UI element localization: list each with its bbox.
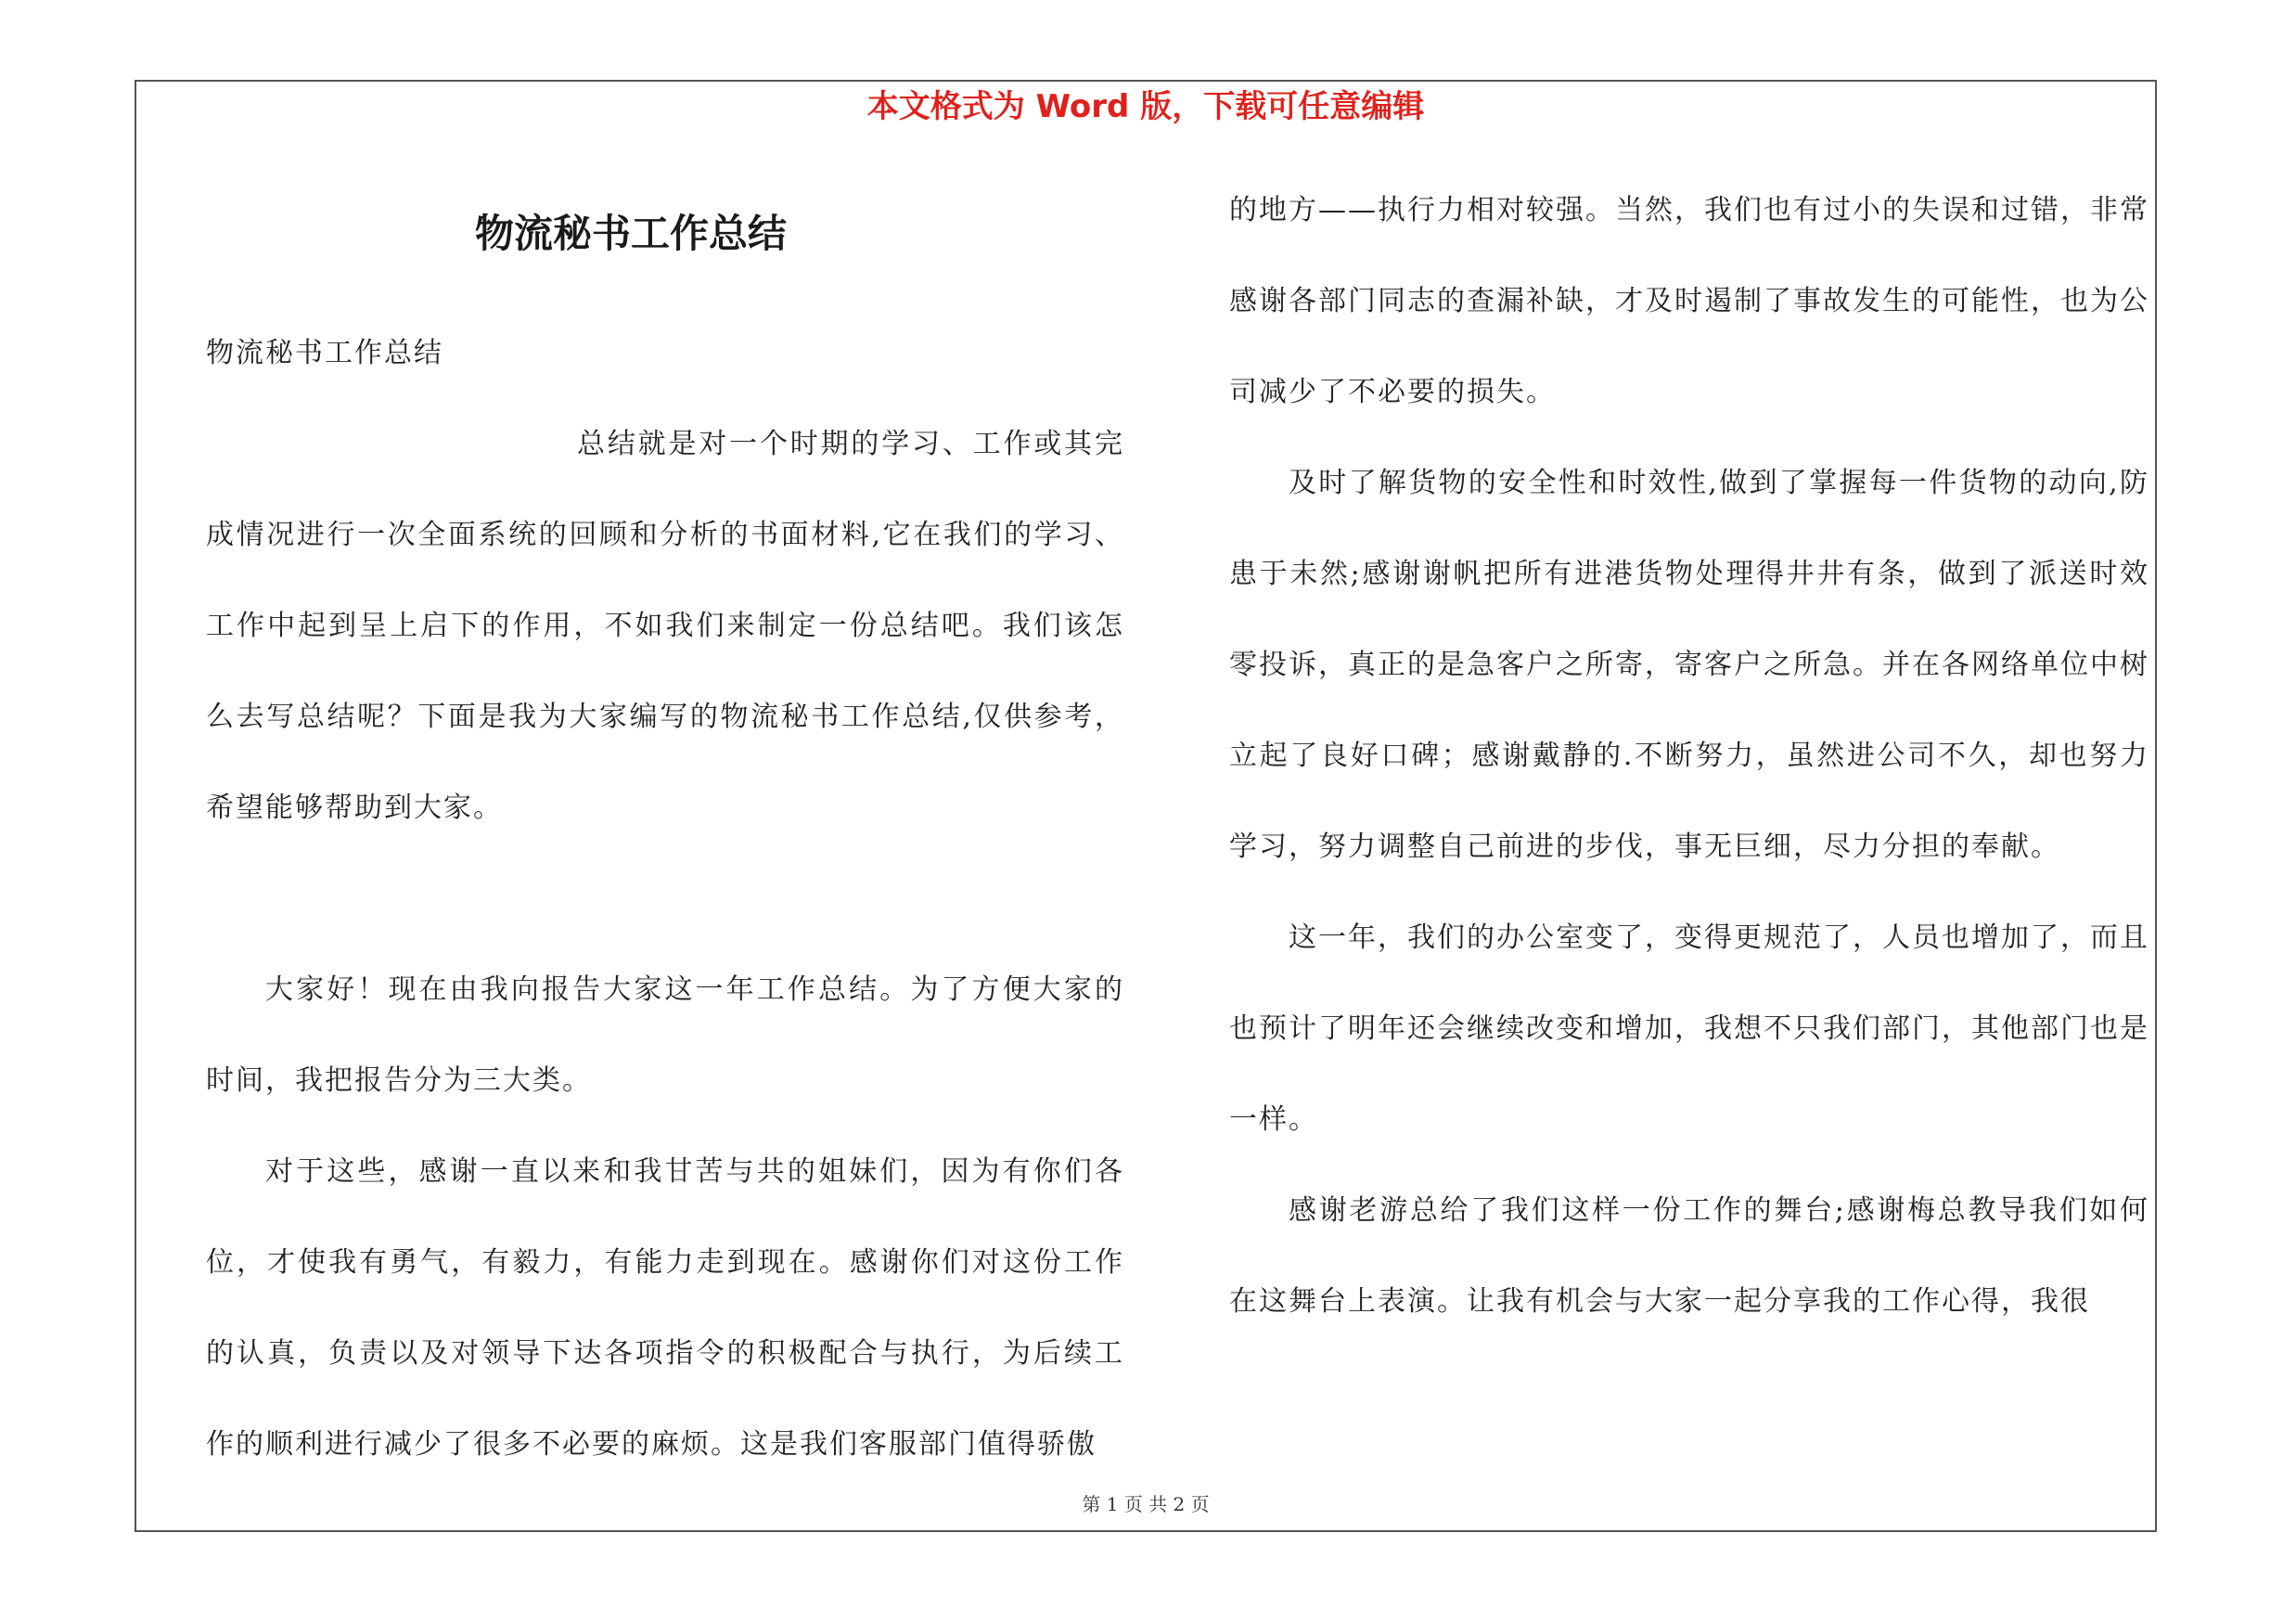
left-column [206, 308, 1124, 1490]
cargo-paragraph: 及时了解货物的安全性和时效性,做到了掌握每一件货物的动向,防患于未然;感谢谢帆把所有进港货物处理得井井有条，做到了派送时效零投诉，真正的是急客户之所寄，寄客户之所急。并在各网络单位中树立起了良好口碑；感谢戴静的.不断努力，虽然进公司不久，却也努力学习，努力调整自己前进的步伐，事无巨细，尽力分担的奉献。 [1229, 467, 2149, 863]
office-paragraph: 这一年，我们的办公室变了，变得更规范了，人员也增加了，而且也预计了明年还会继续改变和增加，我想不只我们部门，其他部门也是一样。 [1229, 921, 2149, 1136]
subtitle-paragraph: 物流秘书工作总结 [206, 337, 443, 369]
continued-paragraph: 的地方——执行力相对较强。当然，我们也有过小的失误和过错，非常感谢各部门同志的查漏补缺，才及时遏制了事故发生的可能性，也为公司减少了不必要的损失。 [1229, 194, 2149, 408]
page-number-footer: 第 1 页 共 2 页 [1082, 1493, 1210, 1515]
document-title: 物流秘书工作总结 [474, 211, 787, 256]
right-column [1229, 165, 2149, 1347]
intro-paragraph: 总结就是对一个时期的学习、工作或其完成情况进行一次全面系统的回顾和分析的书面材料,它在我们的学习、工作中起到呈上启下的作用，不如我们来制定一份总结吧。我们该怎么去写总结呢？下面是我为大家编写的物流秘书工作总结,仅供参考，希望能够帮助到大家。 [206, 428, 1124, 824]
gratitude-paragraph: 感谢老游总给了我们这样一份工作的舞台;感谢梅总教导我们如何在这舞台上表演。让我有机会与大家一起分享我的工作心得，我很 [1229, 1194, 2149, 1318]
word-format-banner: 本文格式为 Word 版，下载可任意编辑 [866, 88, 1425, 125]
paragraph-gap [206, 854, 1124, 945]
greeting-paragraph: 大家好！现在由我向报告大家这一年工作总结。为了方便大家的时间，我把报告分为三大类。 [206, 973, 1124, 1097]
thanks-paragraph: 对于这些，感谢一直以来和我甘苦与共的姐妹们，因为有你们各位，才使我有勇气，有毅力，有能力走到现在。感谢你们对这份工作的认真，负责以及对领导下达各项指令的积极配合与执行，为后续工作的顺利进行减少了很多不必要的麻烦。这是我们客服部门值得骄傲 [206, 1155, 1124, 1461]
